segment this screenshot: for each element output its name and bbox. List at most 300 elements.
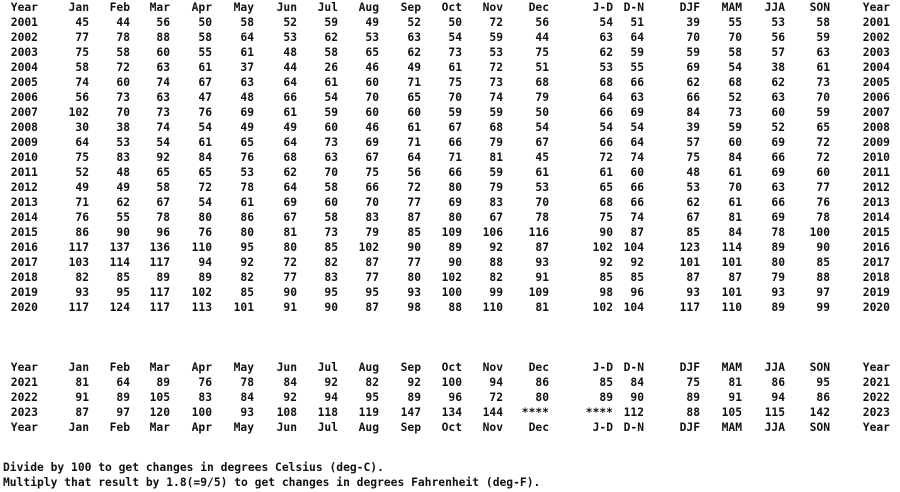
table-cell: 91 bbox=[728, 391, 742, 404]
table-cell: Jun bbox=[276, 421, 297, 434]
table-cell: 73 bbox=[156, 106, 170, 119]
table-cell: Jun bbox=[276, 361, 297, 374]
table-cell: 63 bbox=[407, 31, 421, 44]
table-cell: 102 bbox=[191, 286, 212, 299]
table-cell: 80 bbox=[771, 256, 785, 269]
table-cell: 65 bbox=[240, 136, 254, 149]
table-cell: 39 bbox=[686, 16, 700, 29]
table-cell: 100 bbox=[441, 286, 462, 299]
table-cell: 61 bbox=[240, 46, 254, 59]
table-cell: 61 bbox=[407, 121, 421, 134]
table-cell: 2019 bbox=[10, 286, 38, 299]
table-cell: 75 bbox=[75, 46, 89, 59]
table-cell: 2012 bbox=[10, 181, 38, 194]
table-cell: Oct bbox=[441, 1, 462, 14]
table-cell: 56 bbox=[407, 166, 421, 179]
table-cell: 2023 bbox=[862, 406, 890, 419]
table-cell: 56 bbox=[535, 16, 549, 29]
table-cell: 89 bbox=[116, 391, 130, 404]
table-cell: 2014 bbox=[10, 211, 38, 224]
table-cell: 59 bbox=[489, 31, 503, 44]
table-cell: 64 bbox=[630, 31, 644, 44]
table-row bbox=[0, 75, 900, 90]
table-cell: 60 bbox=[324, 196, 338, 209]
table-cell: 117 bbox=[149, 301, 170, 314]
table-cell: 76 bbox=[198, 226, 212, 239]
table-cell: Nov bbox=[482, 1, 503, 14]
table-cell: 80 bbox=[198, 211, 212, 224]
table-cell: 85 bbox=[816, 256, 830, 269]
table-cell: 64 bbox=[407, 151, 421, 164]
table-cell: 59 bbox=[816, 106, 830, 119]
table-cell: 65 bbox=[599, 181, 613, 194]
table-cell: Mar bbox=[149, 361, 170, 374]
table-cell: 63 bbox=[240, 76, 254, 89]
table-cell: 72 bbox=[283, 256, 297, 269]
table-cell: 72 bbox=[816, 151, 830, 164]
table-cell: 60 bbox=[728, 136, 742, 149]
table-cell: 2001 bbox=[10, 16, 38, 29]
table-cell: SON bbox=[809, 1, 830, 14]
table-cell: 74 bbox=[630, 151, 644, 164]
table-cell: 74 bbox=[75, 76, 89, 89]
table-cell: 108 bbox=[276, 406, 297, 419]
table-cell: 80 bbox=[240, 226, 254, 239]
table-cell: 120 bbox=[149, 406, 170, 419]
table-cell: Year bbox=[862, 1, 890, 14]
table-cell: 72 bbox=[599, 151, 613, 164]
table-cell: 83 bbox=[116, 151, 130, 164]
table-cell: JJA bbox=[764, 421, 785, 434]
table-cell: 64 bbox=[599, 91, 613, 104]
table-cell: 61 bbox=[728, 196, 742, 209]
table-cell: 53 bbox=[365, 31, 379, 44]
table-cell: 2009 bbox=[10, 136, 38, 149]
table-cell: 87 bbox=[407, 211, 421, 224]
table-cell: 53 bbox=[240, 166, 254, 179]
table-cell: 74 bbox=[630, 211, 644, 224]
table-cell: 53 bbox=[771, 16, 785, 29]
header-row bbox=[0, 0, 900, 15]
table-row bbox=[0, 120, 900, 135]
table-cell: 75 bbox=[75, 151, 89, 164]
table-cell: 53 bbox=[599, 61, 613, 74]
table-row bbox=[0, 165, 900, 180]
table-cell: Dec bbox=[528, 421, 549, 434]
table-cell: Feb bbox=[109, 1, 130, 14]
table-cell: 44 bbox=[535, 31, 549, 44]
table-cell: 62 bbox=[599, 46, 613, 59]
table-cell: 54 bbox=[599, 16, 613, 29]
note-fahrenheit: Multiply that result by 1.8(=9/5) to get changes in degrees Fahrenheit (deg-F). bbox=[3, 476, 541, 489]
table-cell: 62 bbox=[283, 166, 297, 179]
table-cell: 98 bbox=[599, 286, 613, 299]
table-cell: Jul bbox=[317, 361, 338, 374]
table-cell: 59 bbox=[728, 121, 742, 134]
table-cell: 90 bbox=[630, 391, 644, 404]
table-cell: 114 bbox=[109, 256, 130, 269]
table-cell: 75 bbox=[448, 76, 462, 89]
table-cell: 99 bbox=[816, 301, 830, 314]
table-cell: 59 bbox=[324, 16, 338, 29]
table-cell: 64 bbox=[630, 136, 644, 149]
table-cell: 118 bbox=[317, 406, 338, 419]
table-cell: 64 bbox=[283, 76, 297, 89]
table-cell: Jun bbox=[276, 1, 297, 14]
table-cell: 60 bbox=[771, 106, 785, 119]
table-cell: 94 bbox=[771, 391, 785, 404]
table-cell: 84 bbox=[728, 226, 742, 239]
table-cell: 73 bbox=[448, 46, 462, 59]
table-cell: 2003 bbox=[10, 46, 38, 59]
table-cell: 63 bbox=[599, 31, 613, 44]
table-row bbox=[0, 255, 900, 270]
table-cell: 77 bbox=[75, 31, 89, 44]
table-cell: 86 bbox=[75, 226, 89, 239]
table-cell: 112 bbox=[623, 406, 644, 419]
table-cell: 2017 bbox=[862, 256, 890, 269]
table-cell: 61 bbox=[599, 166, 613, 179]
table-cell: 92 bbox=[630, 256, 644, 269]
table-cell: 77 bbox=[816, 181, 830, 194]
table-cell: 94 bbox=[324, 391, 338, 404]
table-cell: Jan bbox=[68, 1, 89, 14]
table-cell: 104 bbox=[623, 301, 644, 314]
table-cell: 53 bbox=[686, 181, 700, 194]
table-cell: 83 bbox=[365, 211, 379, 224]
table-cell: 60 bbox=[630, 166, 644, 179]
table-cell: 2017 bbox=[10, 256, 38, 269]
table-cell: 2016 bbox=[862, 241, 890, 254]
table-cell: Aug bbox=[358, 361, 379, 374]
table-cell: 67 bbox=[198, 76, 212, 89]
table-cell: 147 bbox=[400, 406, 421, 419]
table-cell: 63 bbox=[630, 91, 644, 104]
table-cell: Year bbox=[10, 1, 38, 14]
table-cell: 78 bbox=[240, 376, 254, 389]
table-cell: 59 bbox=[489, 166, 503, 179]
table-cell: 61 bbox=[816, 61, 830, 74]
table-cell: 44 bbox=[116, 16, 130, 29]
table-cell: 64 bbox=[283, 136, 297, 149]
table-cell: 87 bbox=[365, 301, 379, 314]
table-cell: 65 bbox=[156, 166, 170, 179]
table-cell: 92 bbox=[599, 256, 613, 269]
table-cell: 69 bbox=[771, 136, 785, 149]
table-cell: 92 bbox=[324, 376, 338, 389]
table-cell: 82 bbox=[324, 256, 338, 269]
table-cell: 57 bbox=[686, 136, 700, 149]
table-cell: 52 bbox=[283, 16, 297, 29]
table-row bbox=[0, 45, 900, 60]
table-cell: 2015 bbox=[10, 226, 38, 239]
table-cell: 66 bbox=[365, 181, 379, 194]
table-cell: 54 bbox=[535, 121, 549, 134]
table-cell: D-N bbox=[623, 361, 644, 374]
table-cell: 116 bbox=[528, 226, 549, 239]
table-cell: 85 bbox=[599, 376, 613, 389]
table-cell: 77 bbox=[407, 196, 421, 209]
table-cell: 86 bbox=[535, 376, 549, 389]
table-cell: 86 bbox=[240, 211, 254, 224]
table-cell: 124 bbox=[109, 301, 130, 314]
table-cell: 81 bbox=[75, 376, 89, 389]
table-cell: 2008 bbox=[10, 121, 38, 134]
table-cell: 62 bbox=[116, 196, 130, 209]
table-cell: 83 bbox=[198, 391, 212, 404]
table-cell: 2013 bbox=[10, 196, 38, 209]
table-cell: 91 bbox=[75, 391, 89, 404]
table-cell: 67 bbox=[448, 121, 462, 134]
table-cell: 78 bbox=[156, 211, 170, 224]
table-cell: 62 bbox=[324, 31, 338, 44]
table-cell: Jan bbox=[68, 421, 89, 434]
table-cell: 66 bbox=[448, 136, 462, 149]
table-cell: 2011 bbox=[10, 166, 38, 179]
table-cell: 38 bbox=[116, 121, 130, 134]
table-cell: 85 bbox=[407, 226, 421, 239]
table-cell: 79 bbox=[489, 136, 503, 149]
table-cell: 89 bbox=[407, 391, 421, 404]
table-cell: 61 bbox=[240, 196, 254, 209]
table-cell: 87 bbox=[365, 256, 379, 269]
table-cell: Oct bbox=[441, 421, 462, 434]
table-cell: 95 bbox=[240, 241, 254, 254]
table-cell: 2019 bbox=[862, 286, 890, 299]
table-cell: 87 bbox=[686, 271, 700, 284]
table-cell: Year bbox=[862, 361, 890, 374]
table-cell: 106 bbox=[482, 226, 503, 239]
table-cell: 63 bbox=[156, 61, 170, 74]
table-cell: 102 bbox=[441, 271, 462, 284]
table-cell: 86 bbox=[771, 376, 785, 389]
table-cell: 117 bbox=[149, 256, 170, 269]
table-cell: 78 bbox=[116, 31, 130, 44]
table-cell: 109 bbox=[441, 226, 462, 239]
table-cell: 93 bbox=[535, 256, 549, 269]
table-cell: 73 bbox=[324, 136, 338, 149]
table-row bbox=[0, 240, 900, 255]
table-cell: 55 bbox=[630, 61, 644, 74]
table-cell: 2005 bbox=[10, 76, 38, 89]
table-cell: 67 bbox=[283, 211, 297, 224]
table-cell: 58 bbox=[324, 46, 338, 59]
table-cell: 101 bbox=[679, 256, 700, 269]
table-cell: 2005 bbox=[862, 76, 890, 89]
table-cell: 46 bbox=[365, 121, 379, 134]
table-cell: J-D bbox=[592, 361, 613, 374]
table-cell: 76 bbox=[816, 196, 830, 209]
table-cell: Aug bbox=[358, 421, 379, 434]
table-cell: 56 bbox=[156, 16, 170, 29]
table-cell: 136 bbox=[149, 241, 170, 254]
table-cell: Apr bbox=[191, 361, 212, 374]
table-cell: 2022 bbox=[862, 391, 890, 404]
table-cell: 2018 bbox=[862, 271, 890, 284]
table-cell: 59 bbox=[324, 106, 338, 119]
table-cell: 69 bbox=[448, 196, 462, 209]
table-cell: 68 bbox=[599, 76, 613, 89]
table-cell: 64 bbox=[116, 376, 130, 389]
table-cell: 58 bbox=[728, 46, 742, 59]
table-cell: 87 bbox=[75, 406, 89, 419]
table-cell: 2004 bbox=[862, 61, 890, 74]
table-cell: 90 bbox=[283, 286, 297, 299]
table-cell: 142 bbox=[809, 406, 830, 419]
table-cell: 71 bbox=[75, 196, 89, 209]
table-cell: 53 bbox=[489, 46, 503, 59]
table-cell: 66 bbox=[630, 181, 644, 194]
footer-header-row bbox=[0, 420, 900, 435]
table-cell: 52 bbox=[771, 121, 785, 134]
table-cell: 85 bbox=[599, 271, 613, 284]
table-cell: 2014 bbox=[862, 211, 890, 224]
table-cell: 90 bbox=[324, 301, 338, 314]
table-cell: 49 bbox=[116, 181, 130, 194]
table-cell: 64 bbox=[75, 136, 89, 149]
table-cell: 87 bbox=[630, 226, 644, 239]
table-cell: 48 bbox=[686, 166, 700, 179]
table-cell: 71 bbox=[407, 76, 421, 89]
table-cell: JJA bbox=[764, 361, 785, 374]
table-cell: 79 bbox=[771, 271, 785, 284]
table-cell: 67 bbox=[686, 211, 700, 224]
table-cell: 63 bbox=[156, 91, 170, 104]
table-cell: 53 bbox=[116, 136, 130, 149]
table-cell: 70 bbox=[324, 166, 338, 179]
table-cell: 58 bbox=[240, 16, 254, 29]
table-cell: J-D bbox=[592, 421, 613, 434]
table-cell: Sep bbox=[400, 361, 421, 374]
table-cell: 91 bbox=[535, 271, 549, 284]
table-cell: 84 bbox=[630, 376, 644, 389]
table-cell: 105 bbox=[721, 406, 742, 419]
table-cell: 70 bbox=[116, 106, 130, 119]
table-cell: 54 bbox=[630, 121, 644, 134]
table-cell: 60 bbox=[156, 46, 170, 59]
table-cell: 58 bbox=[156, 181, 170, 194]
table-cell: 77 bbox=[283, 271, 297, 284]
table-cell: 81 bbox=[728, 376, 742, 389]
table-cell: Apr bbox=[191, 421, 212, 434]
table-cell: 62 bbox=[686, 76, 700, 89]
table-cell: 92 bbox=[240, 256, 254, 269]
table-cell: 96 bbox=[630, 286, 644, 299]
table-cell: Year bbox=[10, 361, 38, 374]
table-cell: 60 bbox=[116, 76, 130, 89]
table-cell: 90 bbox=[599, 226, 613, 239]
table-cell: 69 bbox=[771, 166, 785, 179]
table-cell: 65 bbox=[816, 121, 830, 134]
table-cell: 48 bbox=[283, 46, 297, 59]
table-row bbox=[0, 375, 900, 390]
table-cell: 59 bbox=[448, 106, 462, 119]
table-cell: 66 bbox=[771, 196, 785, 209]
table-cell: 49 bbox=[365, 16, 379, 29]
table-cell: 77 bbox=[365, 271, 379, 284]
table-cell: Sep bbox=[400, 421, 421, 434]
table-cell: Feb bbox=[109, 361, 130, 374]
table-cell: 67 bbox=[535, 136, 549, 149]
table-row bbox=[0, 195, 900, 210]
table-row bbox=[0, 225, 900, 240]
table-cell: 61 bbox=[324, 76, 338, 89]
table-cell: May bbox=[233, 361, 254, 374]
table-cell: 62 bbox=[407, 46, 421, 59]
table-cell: 44 bbox=[283, 61, 297, 74]
table-cell: 52 bbox=[728, 91, 742, 104]
table-cell: 45 bbox=[75, 16, 89, 29]
table-row bbox=[0, 150, 900, 165]
table-cell: 45 bbox=[535, 151, 549, 164]
table-cell: 92 bbox=[156, 151, 170, 164]
table-cell: 63 bbox=[816, 46, 830, 59]
table-cell: 104 bbox=[623, 241, 644, 254]
table-cell: 89 bbox=[599, 391, 613, 404]
table-cell: 2004 bbox=[10, 61, 38, 74]
table-cell: 61 bbox=[283, 106, 297, 119]
table-cell: 77 bbox=[407, 256, 421, 269]
table-cell: 134 bbox=[441, 406, 462, 419]
table-cell: 73 bbox=[728, 106, 742, 119]
table-cell: 78 bbox=[816, 211, 830, 224]
table-cell: 2020 bbox=[862, 301, 890, 314]
table-cell: 63 bbox=[771, 91, 785, 104]
table-cell: 48 bbox=[116, 166, 130, 179]
table-cell: Dec bbox=[528, 1, 549, 14]
table-cell: 60 bbox=[365, 106, 379, 119]
table-row bbox=[0, 180, 900, 195]
table-cell: 93 bbox=[771, 286, 785, 299]
table-cell: 110 bbox=[482, 301, 503, 314]
table-cell: 93 bbox=[75, 286, 89, 299]
table-cell: 76 bbox=[240, 151, 254, 164]
table-cell: Year bbox=[10, 421, 38, 434]
table-cell: 2002 bbox=[862, 31, 890, 44]
table-cell: 95 bbox=[816, 376, 830, 389]
table-cell: 83 bbox=[489, 196, 503, 209]
table-cell: 89 bbox=[156, 271, 170, 284]
table-cell: 113 bbox=[191, 301, 212, 314]
table-cell: 95 bbox=[324, 286, 338, 299]
table-cell: 101 bbox=[721, 256, 742, 269]
table-cell: 67 bbox=[489, 211, 503, 224]
table-cell: 79 bbox=[365, 226, 379, 239]
table-cell: 75 bbox=[686, 151, 700, 164]
table-cell: 92 bbox=[407, 376, 421, 389]
table-cell: 95 bbox=[365, 286, 379, 299]
table-cell: 84 bbox=[198, 151, 212, 164]
table-cell: 87 bbox=[535, 241, 549, 254]
table-cell: 82 bbox=[240, 271, 254, 284]
table-cell: 58 bbox=[324, 181, 338, 194]
table-cell: 79 bbox=[535, 91, 549, 104]
table-cell: 88 bbox=[489, 256, 503, 269]
table-cell: 61 bbox=[448, 61, 462, 74]
table-row bbox=[0, 30, 900, 45]
table-cell: 2013 bbox=[862, 196, 890, 209]
table-cell: 82 bbox=[489, 271, 503, 284]
table-cell: 59 bbox=[686, 46, 700, 59]
table-cell: Jul bbox=[317, 421, 338, 434]
table-cell: 84 bbox=[283, 376, 297, 389]
table-cell: 2003 bbox=[862, 46, 890, 59]
table-cell: 51 bbox=[630, 16, 644, 29]
table-cell: 64 bbox=[283, 181, 297, 194]
table-cell: 72 bbox=[489, 16, 503, 29]
table-cell: 71 bbox=[407, 136, 421, 149]
table-cell: 69 bbox=[630, 106, 644, 119]
